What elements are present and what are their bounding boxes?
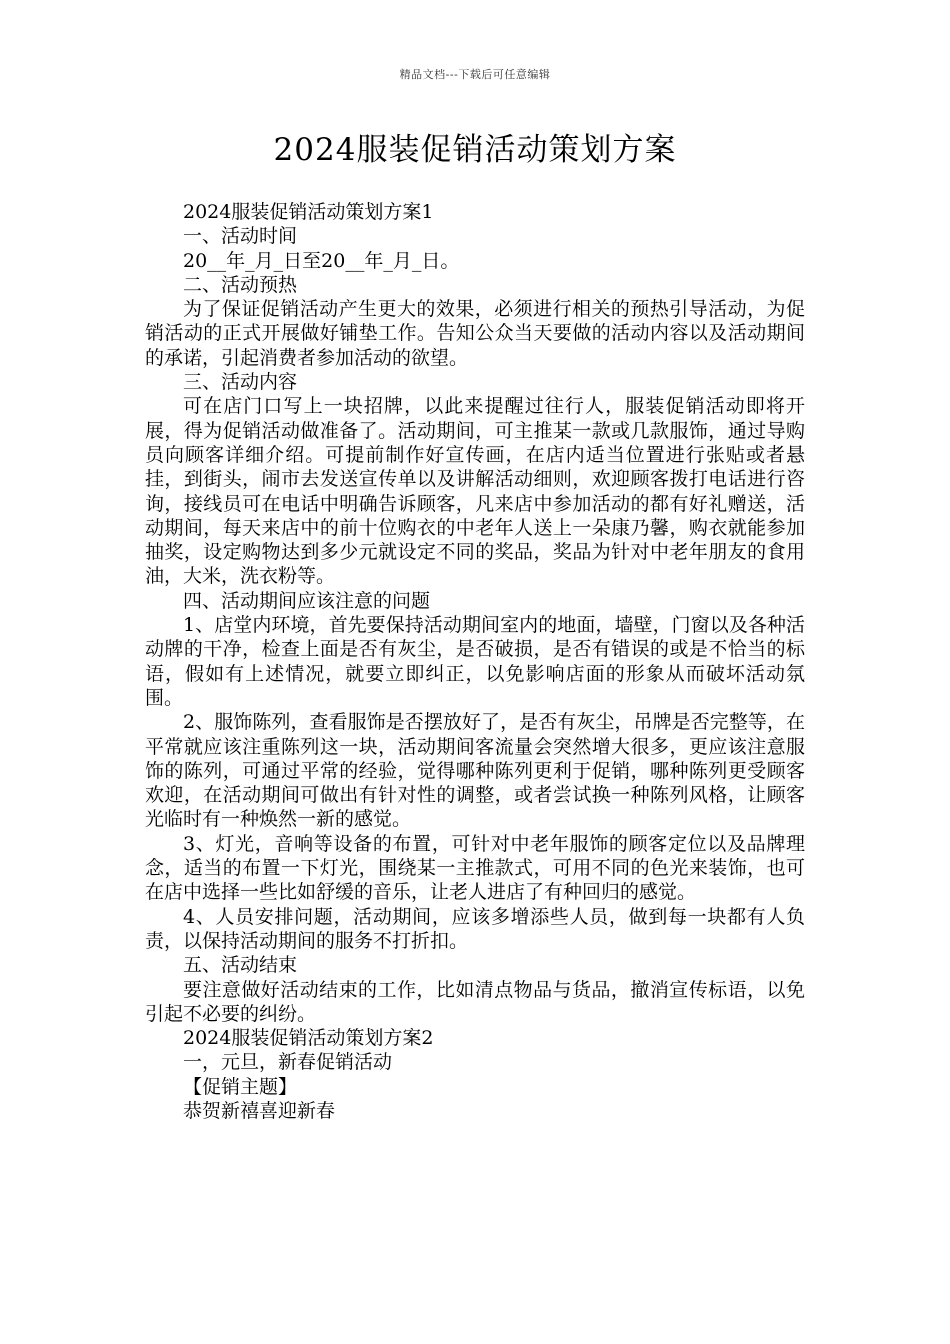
heading: 【促销主题】 <box>183 1075 298 1098</box>
paragraph: 2、服饰陈列，查看服饰是否摆放好了，是否有灰尘，吊牌是否完整等，在平常就应该注重陈列这一块，活动期间客流量会突然增大很多，更应该注意服饰的陈列，可通过平常的经验，觉得哪种陈列更利于促销，哪种陈列更受顾客欢迎，在活动期间可做出有针对性的调整，或者尝试换一种陈列风格，让顾客光临时有一种焕然一新的感觉。 <box>145 711 805 831</box>
heading: 二、活动预热 <box>183 273 298 296</box>
paragraph: 4、人员安排问题，活动期间，应该多增添些人员，做到每一块都有人负责，以保持活动期间的服务不打折扣。 <box>145 905 805 952</box>
heading: 三、活动内容 <box>183 371 298 394</box>
paragraph: 3、灯光，音响等设备的布置，可针对中老年服饰的顾客定位以及品牌理念，适当的布置一下灯光，围绕某一主推款式，可用不同的色光来装饰，也可在店中选择一些比如舒缓的音乐，让老人进店了有种回归的感觉。 <box>145 832 805 904</box>
heading: 一、活动时间 <box>183 225 298 248</box>
section-title: 2024服装促销活动策划方案2 <box>183 1027 434 1050</box>
paragraph: 1、店堂内环境，首先要保持活动期间室内的地面，墙壁，门窗以及各种活动牌的干净，检查上面是否有灰尘，是否破损，是否有错误的或是不恰当的标语，假如有上述情况，就要立即纠正，以免影响店面的形象从而破坏活动氛围。 <box>145 614 805 709</box>
document-title: 2024服装促销活动策划方案 <box>273 132 677 168</box>
heading: 四、活动期间应该注意的问题 <box>183 589 431 612</box>
section-title: 2024服装促销活动策划方案1 <box>183 201 434 223</box>
paragraph: 为了保证促销活动产生更大的效果，必须进行相关的预热引导活动，为促销活动的正式开展做好铺垫工作。告知公众当天要做的活动内容以及活动期间的承诺，引起消费者参加活动的欲望。 <box>145 298 805 369</box>
paragraph: 恭贺新禧喜迎新春 <box>183 1099 336 1122</box>
document-body <box>145 200 805 1123</box>
header-note: 精品文档---下载后可任意编辑 <box>399 68 551 81</box>
heading: 一，元旦，新春促销活动 <box>183 1051 393 1074</box>
paragraph: 20__年_月_日至20__年_月_日。 <box>183 249 460 272</box>
heading: 五、活动结束 <box>183 954 298 977</box>
paragraph: 可在店门口写上一块招牌，以此来提醒过往行人，服装促销活动即将开展，得为促销活动做准备了。活动期间，可主推某一款或几款服饰，通过导购员向顾客详细介绍。可提前制作好宣传画，在店内适当位置进行张贴或者悬挂，到街头，闹市去发送宣传单以及讲解活动细则，欢迎顾客拨打电话进行咨询，接线员可在电话中明确告诉顾客，凡来店中参加活动的都有好礼赠送，活动期间，每天来店中的前十位购衣的中老年人送上一朵康乃馨，购衣就能参加抽奖，设定购物达到多少元就设定不同的奖品，奖品为针对中老年朋友的食用油，大米，洗衣粉等。 <box>145 395 805 588</box>
paragraph: 要注意做好活动结束的工作，比如清点物品与货品，撤消宣传标语，以免引起不必要的纠纷。 <box>145 978 805 1025</box>
